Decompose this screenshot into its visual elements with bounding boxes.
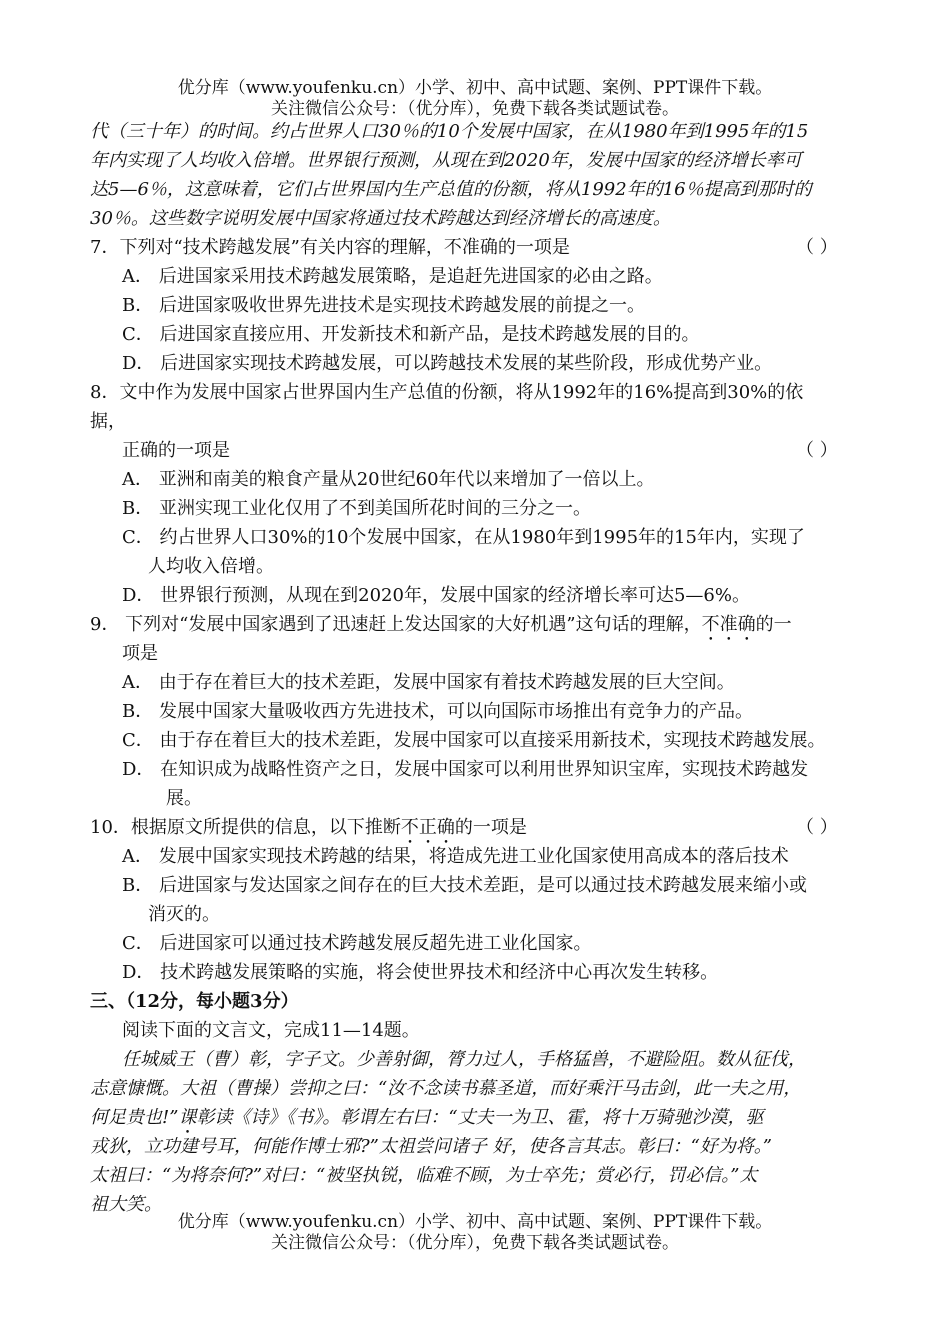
q8-option-c-cont: 人均收入倍增。 — [148, 556, 274, 577]
question-7-stem: 7．下列对“技术跨越发展”有关内容的理解，不准确的一项是 — [90, 237, 570, 258]
emphasized-text: 不准确 — [701, 614, 756, 635]
question-8-stem-cont: 正确的一项是 — [122, 440, 230, 461]
passage-line: 30％。这些数字说明发展中国家将通过技术跨越达到经济增长的高速度。 — [90, 208, 671, 229]
q9-option-c: C． 由于存在着巨大的技术差距，发展中国家可以直接采用新技术，实现技术跨越发展。 — [122, 730, 826, 751]
answer-blank: （ ） — [796, 440, 838, 461]
classical-line — [90, 1106, 764, 1138]
question-9-stem — [90, 613, 792, 645]
question-10-stem — [90, 816, 527, 848]
classical-line: 祖大笑。 — [90, 1194, 162, 1215]
q10-option-c: C． 后进国家可以通过技术跨越发展反超先进工业化国家。 — [122, 933, 592, 954]
q10-option-d: D． 技术跨越发展策略的实施，将会使世界技术和经济中心再次发生转移。 — [122, 962, 719, 983]
page-footer — [0, 1212, 950, 1254]
answer-blank: （ ） — [796, 237, 838, 258]
question-9-stem-cont: 项是 — [122, 643, 158, 664]
emphasized-text: 课 — [178, 1107, 197, 1128]
question-8-stem: 8．文中作为发展中国家占世界国内生产总值的份额，将从1992年的16%提高到30%的依 — [90, 382, 804, 403]
question-8-stem-cont: 据， — [90, 411, 126, 432]
classical-line: 太祖曰：“为将奈何?”对曰：“被坚执锐，临难不顾，为士卒先；赏必行，罚必信。”太 — [90, 1165, 758, 1186]
q9-option-d-cont: 展。 — [166, 788, 202, 809]
q7-option-d: D． 后进国家实现技术跨越发展，可以跨越技术发展的某些阶段，形成优势产业。 — [122, 353, 773, 374]
page-header — [0, 78, 950, 120]
classical-line: 戎狄，立功建号耳，何能作博士邪?”太祖尝问诸子 好，使各言其志。彰曰：“好为将。” — [90, 1136, 772, 1157]
classical-text: 彰读《诗》《书》。彰谓左右曰：“丈夫一为卫、霍，将十万骑驰沙漠，驱 — [196, 1107, 764, 1128]
footer-line-1: 优分库（www.youfenku.cn）小学、初中、高中试题、案例、PPT课件下载。 — [177, 1212, 773, 1232]
q9-option-a: A． 由于存在着巨大的技术差距，发展中国家有着技术跨越发展的巨大空间。 — [122, 672, 735, 693]
q10-option-b-cont: 消灭的。 — [148, 904, 220, 925]
q10-option-b: B． 后进国家与发达国家之间存在的巨大技术差距，是可以通过技术跨越发展来缩小或 — [122, 875, 807, 896]
classical-line: 任城威王（曹）彰，字子文。少善射御，膂力过人，手格猛兽，不避险阻。数从征伐， — [122, 1049, 806, 1070]
answer-blank: （ ） — [796, 817, 838, 838]
q8-option-b: B． 亚洲实现工业化仅用了不到美国所花时间的三分之一。 — [122, 498, 591, 519]
emphasized-text: 不正确 — [400, 817, 455, 838]
header-line-2: 关注微信公众号：（优分库），免费下载各类试题试卷。 — [271, 99, 679, 119]
q9-option-d: D． 在知识成为战略性资产之日，发展中国家可以利用世界知识宝库，实现技术跨越发 — [122, 759, 809, 780]
q8-option-a: A． 亚洲和南美的粮食产量从20世纪60年代以来增加了一倍以上。 — [122, 469, 655, 490]
footer-line-2: 关注微信公众号：（优分库），免费下载各类试题试卷。 — [271, 1233, 679, 1253]
header-line-1: 优分库（www.youfenku.cn）小学、初中、高中试题、案例、PPT课件下载。 — [177, 78, 773, 98]
classical-text: 何足贵也!” — [90, 1107, 179, 1128]
stem-text: 的一项是 — [454, 817, 527, 838]
q10-option-a: A． 发展中国家实现技术跨越的结果，将造成先进工业化国家使用高成本的落后技术 — [122, 846, 789, 867]
classical-line: 志意慷慨。大祖（曹操）尝抑之曰：“汝不念读书慕圣道，而好乘汗马击剑，此一夫之用， — [90, 1078, 802, 1099]
q7-option-a: A． 后进国家采用技术跨越发展策略，是追赶先进国家的必由之路。 — [122, 266, 663, 287]
section-instruction: 阅读下面的文言文，完成11—14题。 — [122, 1020, 420, 1041]
stem-text: 9． 下列对“发展中国家遇到了迅速赶上发达国家的大好机遇”这句话的理解， — [90, 614, 702, 635]
passage-line: 年内实现了人均收入倍增。世界银行预测，从现在到2020年，发展中国家的经济增长率可 — [90, 150, 802, 171]
stem-text: 10．根据原文所提供的信息，以下推断 — [90, 817, 401, 838]
q8-option-d: D． 世界银行预测，从现在到2020年，发展中国家的经济增长率可达5—6%。 — [122, 585, 750, 606]
q7-option-c: C． 后进国家直接应用、开发新技术和新产品，是技术跨越发展的目的。 — [122, 324, 700, 345]
passage-line: 代（三十年）的时间。约占世界人口30％的10个发展中国家，在从1980年到1995年的15 — [90, 121, 809, 142]
passage-line: 达5—6％，这意味着，它们占世界国内生产总值的份额，将从1992年的16％提高到那时的 — [90, 179, 812, 200]
q7-option-b: B． 后进国家吸收世界先进技术是实现技术跨越发展的前提之一。 — [122, 295, 645, 316]
q8-option-c: C． 约占世界人口30%的10个发展中国家，在从1980年到1995年的15年内，实现了 — [122, 527, 805, 548]
section-title: 三、（12分，每小题3分） — [90, 991, 299, 1012]
stem-text: 的一 — [755, 614, 792, 635]
q9-option-b: B． 发展中国家大量吸收西方先进技术，可以向国际市场推出有竞争力的产品。 — [122, 701, 753, 722]
